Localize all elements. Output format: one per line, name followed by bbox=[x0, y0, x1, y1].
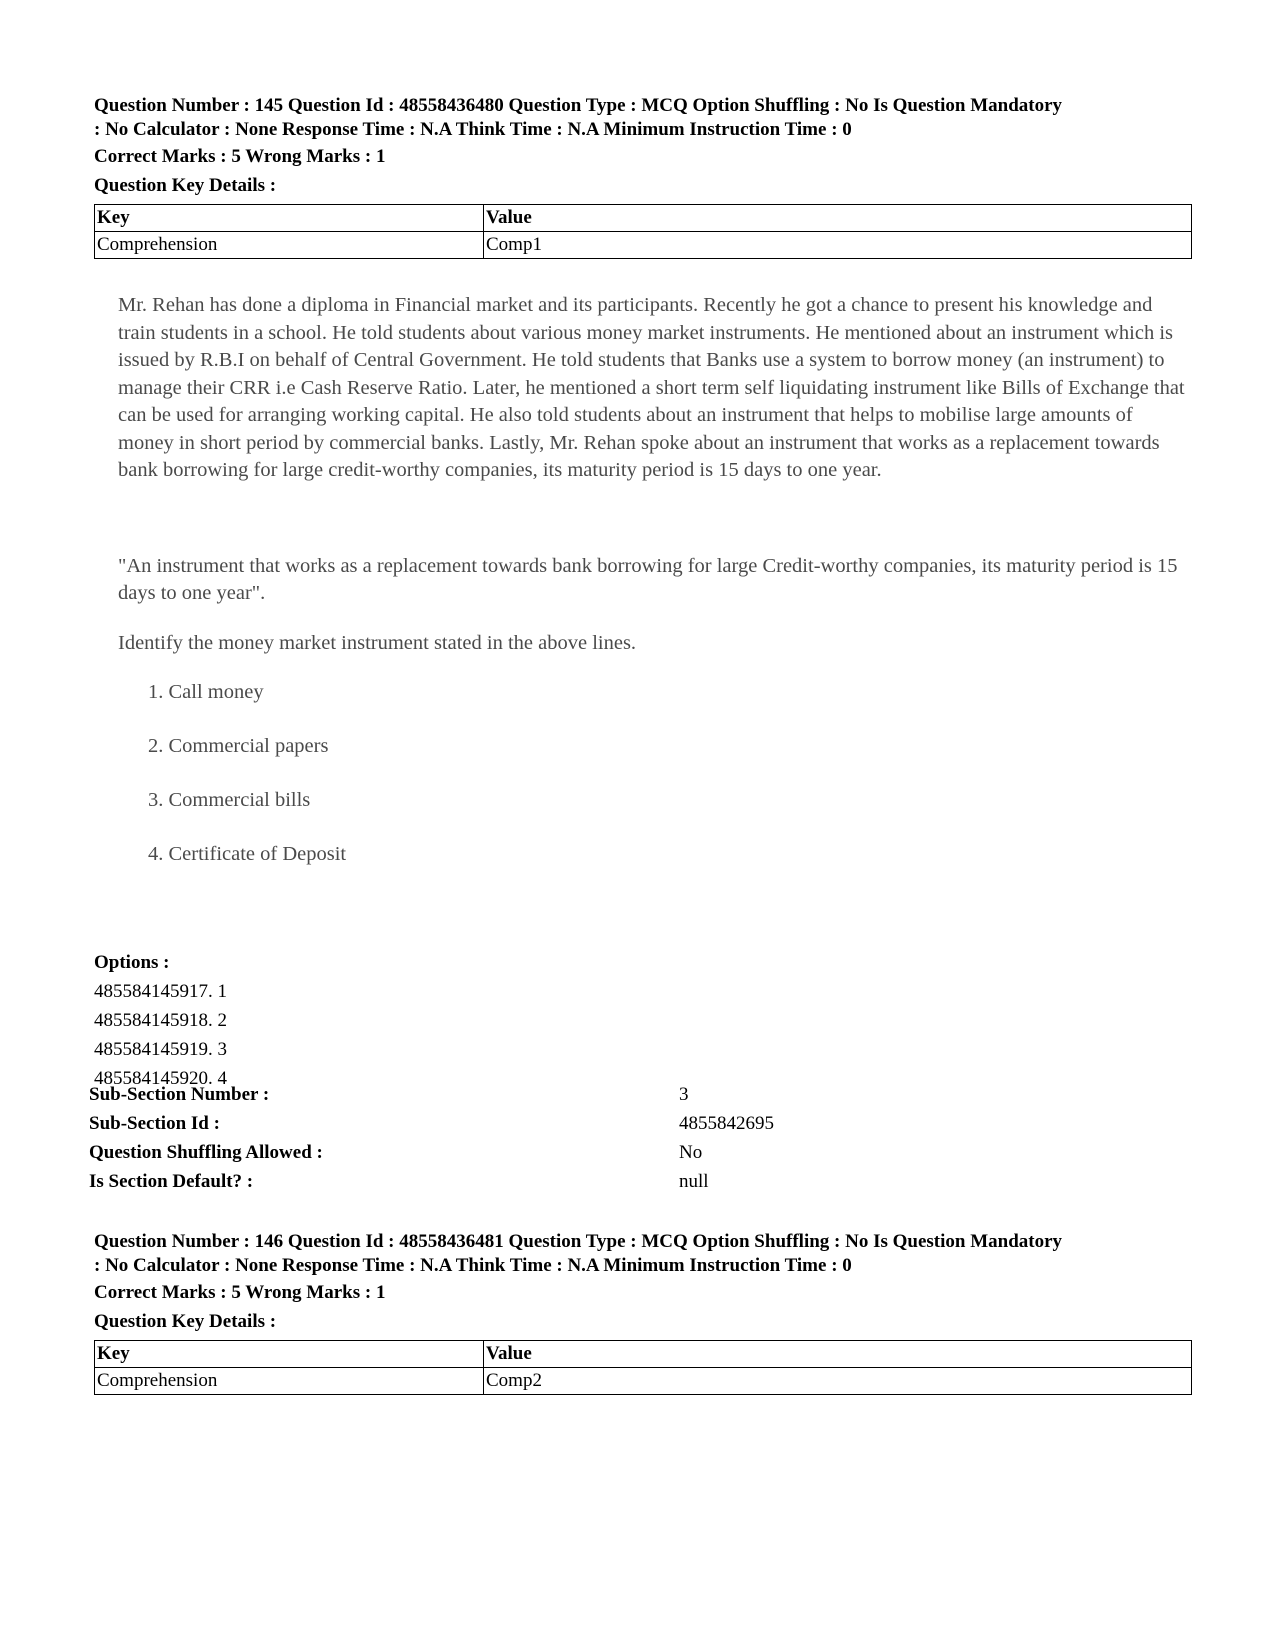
table-header-row bbox=[95, 1341, 1192, 1368]
question-meta-line-1: Question Number : 145 Question Id : 48558436480 Question Type : MCQ Option Shuffling : No Is Question Mandatory bbox=[94, 95, 1063, 116]
table-header-value: Value bbox=[484, 1341, 1192, 1368]
subsection-label: Sub-Section Number : bbox=[89, 1084, 270, 1105]
marks-line: Correct Marks : 5 Wrong Marks : 1 bbox=[94, 1282, 386, 1303]
key-details-label: Question Key Details : bbox=[94, 1311, 277, 1332]
marks-line: Correct Marks : 5 Wrong Marks : 1 bbox=[94, 146, 386, 167]
subsection-value: 3 bbox=[679, 1084, 689, 1105]
subsection-label: Is Section Default? : bbox=[89, 1171, 254, 1192]
option-item: 485584145919. 3 bbox=[94, 1039, 227, 1060]
subsection-row bbox=[89, 1109, 1189, 1138]
table-cell-value: Comp2 bbox=[484, 1368, 1192, 1395]
table-header-row bbox=[95, 205, 1192, 232]
table-header-key: Key bbox=[95, 1341, 484, 1368]
table-header-value: Value bbox=[484, 205, 1192, 232]
question-146-header bbox=[94, 1230, 1192, 1395]
key-details-table bbox=[94, 204, 1192, 259]
option-item: 485584145917. 1 bbox=[94, 981, 227, 1002]
subsection-row bbox=[89, 1138, 1189, 1167]
choice-list bbox=[148, 679, 1188, 867]
choice-item: 1. Call money bbox=[148, 681, 264, 703]
question-meta-line-1: Question Number : 146 Question Id : 48558436481 Question Type : MCQ Option Shuffling : No Is Question Mandatory bbox=[94, 1231, 1063, 1252]
table-row bbox=[95, 1368, 1192, 1395]
option-item: 485584145918. 2 bbox=[94, 1010, 227, 1031]
subsection-row bbox=[89, 1167, 1189, 1196]
subsection-label: Question Shuffling Allowed : bbox=[89, 1142, 323, 1163]
subsection-label: Sub-Section Id : bbox=[89, 1113, 220, 1134]
choice-item: 2. Commercial papers bbox=[148, 735, 329, 757]
choice-item: 4. Certificate of Deposit bbox=[148, 843, 347, 865]
subsection-value: 4855842695 bbox=[679, 1113, 774, 1134]
key-details-label: Question Key Details : bbox=[94, 175, 277, 196]
table-row bbox=[95, 232, 1192, 259]
subsection-info bbox=[89, 1080, 1189, 1196]
choice-item: 3. Commercial bills bbox=[148, 789, 311, 811]
question-145-header bbox=[94, 94, 1192, 259]
question-meta-line-2: : No Calculator : None Response Time : N.A Think Time : N.A Minimum Instruction Time : 0 bbox=[94, 1255, 852, 1276]
table-header-key: Key bbox=[95, 205, 484, 232]
options-block bbox=[94, 948, 227, 1093]
comprehension-passage bbox=[118, 292, 1188, 895]
table-cell-value: Comp1 bbox=[484, 232, 1192, 259]
subsection-row bbox=[89, 1080, 1189, 1109]
passage-text: Mr. Rehan has done a diploma in Financial market and its participants. Recently he got a chance to present his knowledge and train students in a school. He told students about various money market instruments. He mentioned about an instrument which is issued by R.B.I on behalf of Central Government. He told students that Banks use a system to borrow money (an instrument) to manage their CRR i.e Cash Reserve Ratio. Later, he mentioned a short term self liquidating instrument like Bills of Exchange that can be used for arranging working capital. He also told students about an instrument that helps to mobilise large amounts of money in short period by commercial banks. Lastly, Mr. Rehan spoke about an instrument that works as a replacement towards bank borrowing for large credit-worthy companies, its maturity period is 15 days to one year. bbox=[118, 294, 1185, 481]
option-item: 485584145920. 4 bbox=[94, 1068, 227, 1089]
key-details-table bbox=[94, 1340, 1192, 1395]
table-cell-key: Comprehension bbox=[95, 232, 484, 259]
subsection-value: null bbox=[679, 1171, 709, 1192]
table-cell-key: Comprehension bbox=[95, 1368, 484, 1395]
options-title: Options : bbox=[94, 952, 170, 973]
passage-question: Identify the money market instrument stated in the above lines. bbox=[118, 631, 637, 654]
passage-quote: "An instrument that works as a replacement towards bank borrowing for large Credit-worthy companies, its maturity period is 15 days to one year". bbox=[118, 554, 1178, 604]
subsection-value: No bbox=[679, 1142, 703, 1163]
question-meta-line-2: : No Calculator : None Response Time : N.A Think Time : N.A Minimum Instruction Time : 0 bbox=[94, 119, 852, 140]
